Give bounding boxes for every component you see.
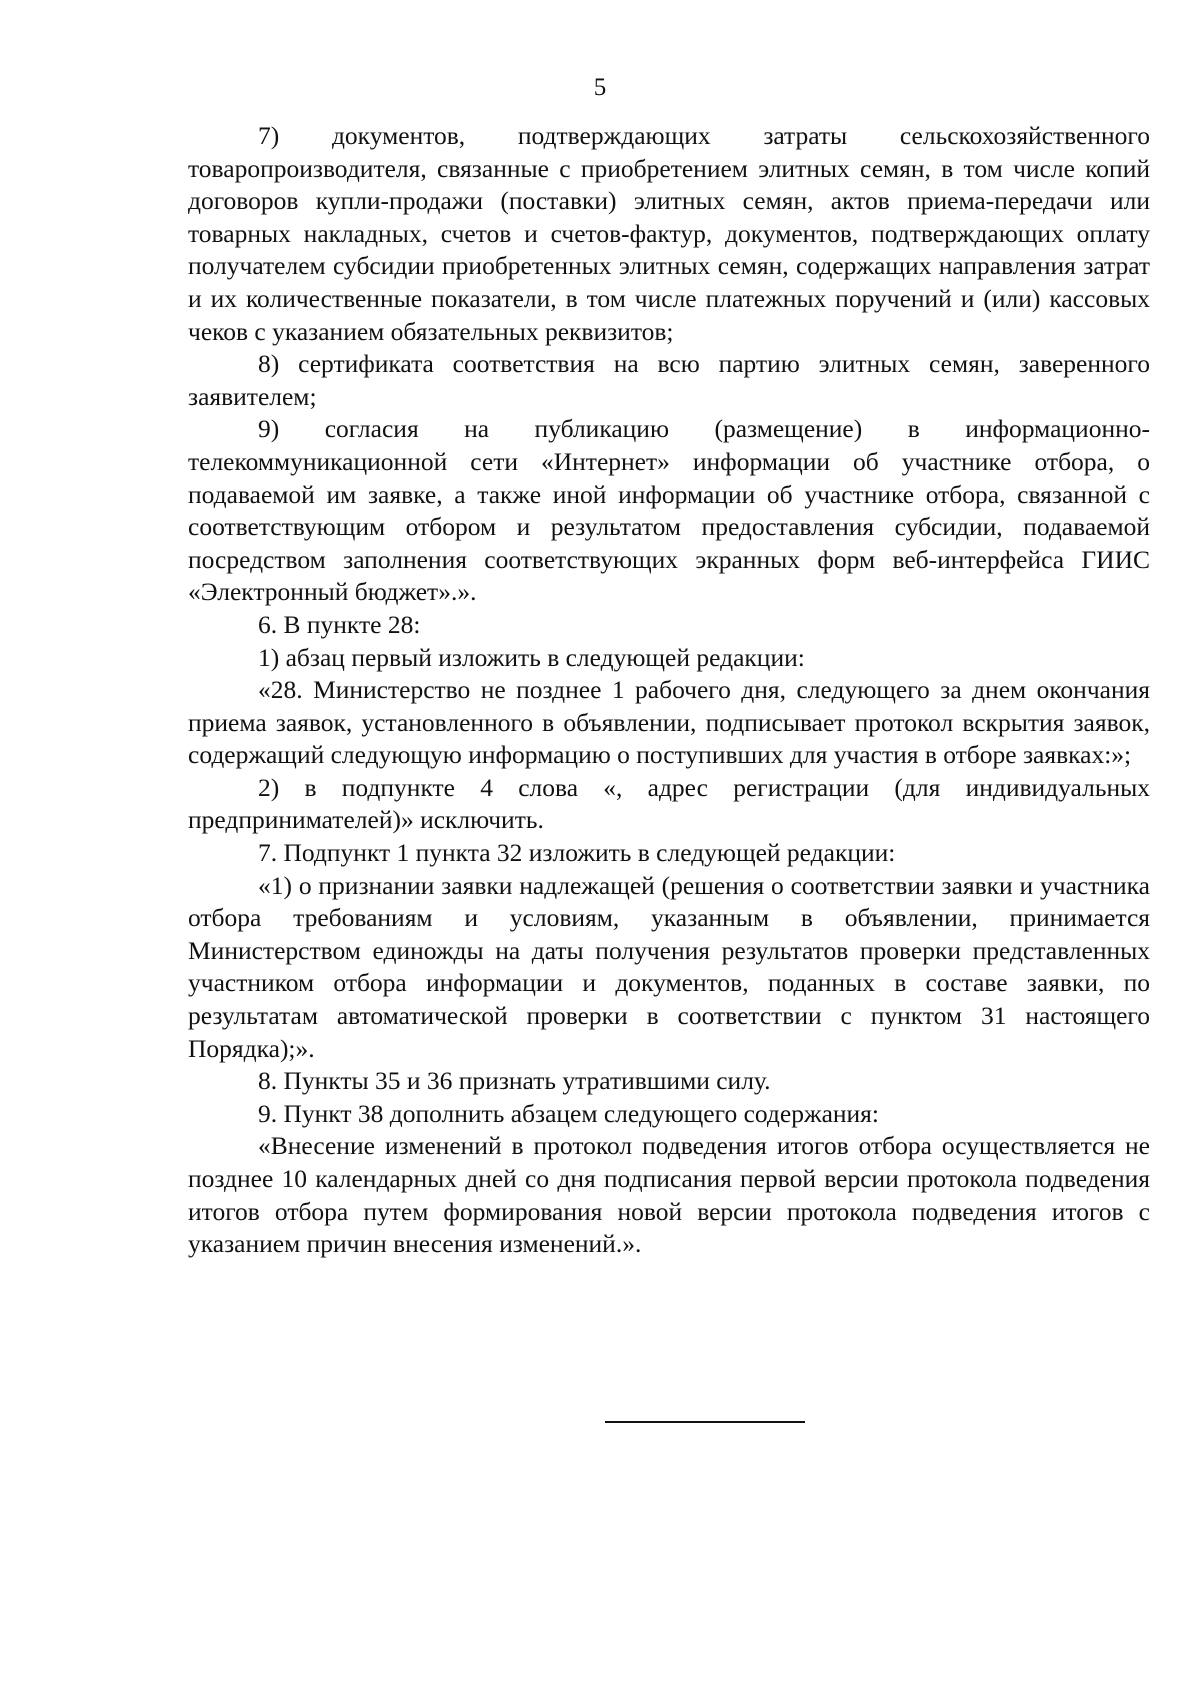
paragraph-quote-28: «28. Министерство не позднее 1 рабочего дня, следующего за днем окончания приема заявок, установленного в объявлении, подписывает протокол вскрытия заявок, содержащий следующую информацию о поступивших для участия в отборе заявках:»; bbox=[188, 675, 1150, 770]
paragraph-item-8: 8) сертификата соответствия на всю партию элитных семян, заверенного заявителем; bbox=[188, 349, 1150, 411]
page-number: 5 bbox=[593, 74, 607, 101]
paragraph-point-8: 8. Пункты 35 и 36 признать утратившими силу. bbox=[258, 1066, 771, 1096]
paragraph-item-7: 7) документов, подтверждающих затраты сельскохозяйственного товаропроизводителя, связанные с приобретением элитных семян, в том числе копий договоров купли-продажи (поставки) элитных семян, актов приема-передачи или товарных накладных, счетов и счетов-фактур, документов, подтверждающих оплату получателем субсидии приобретенных элитных семян, содержащих направления затрат и их количественные показатели, в том числе платежных поручений и (или) кассовых чеков с указанием обязательных реквизитов; bbox=[188, 121, 1150, 346]
paragraph-point-6: 6. В пункте 28: bbox=[258, 609, 421, 639]
document-body bbox=[188, 120, 1150, 1261]
closing-divider bbox=[605, 1421, 805, 1423]
paragraph-point-9: 9. Пункт 38 дополнить абзацем следующего содержания: bbox=[258, 1098, 879, 1128]
paragraph-point-7: 7. Подпункт 1 пункта 32 изложить в следующей редакции: bbox=[258, 838, 896, 868]
paragraph-subpoint-6-1: 1) абзац первый изложить в следующей редакции: bbox=[258, 642, 805, 672]
paragraph-quote-32-1: «1) о признании заявки надлежащей (решения о соответствии заявки и участника отбора требованиям и условиям, указанным в объявлении, принимается Министерством единожды на даты получения результатов проверки представленных участником отбора информации и документов, поданных в составе заявки, по результатам автоматической проверки в соответствии с пунктом 31 настоящего Порядка);». bbox=[188, 870, 1150, 1063]
paragraph-subpoint-6-2: 2) в подпункте 4 слова «, адрес регистрации (для индивидуальных предпринимателей)» исключить. bbox=[188, 772, 1150, 835]
paragraph-quote-38: «Внесение изменений в протокол подведения итогов отбора осуществляется не позднее 10 календарных дней со дня подписания первой версии протокола подведения итогов отбора путем формирования новой версии протокола подведения итогов с указанием причин внесения изменений.». bbox=[188, 1131, 1150, 1259]
paragraph-item-9: 9) согласия на публикацию (размещение) в информационно-телекоммуникационной сети «Интернет» информации об участнике отбора, о подаваемой им заявке, а также иной информации об участнике отбора, связанной с соответствующим отбором и результатом предоставления субсидии, подаваемой посредством заполнения соответствующих экранных форм веб-интерфейса ГИИС «Электронный бюджет».». bbox=[188, 414, 1150, 607]
